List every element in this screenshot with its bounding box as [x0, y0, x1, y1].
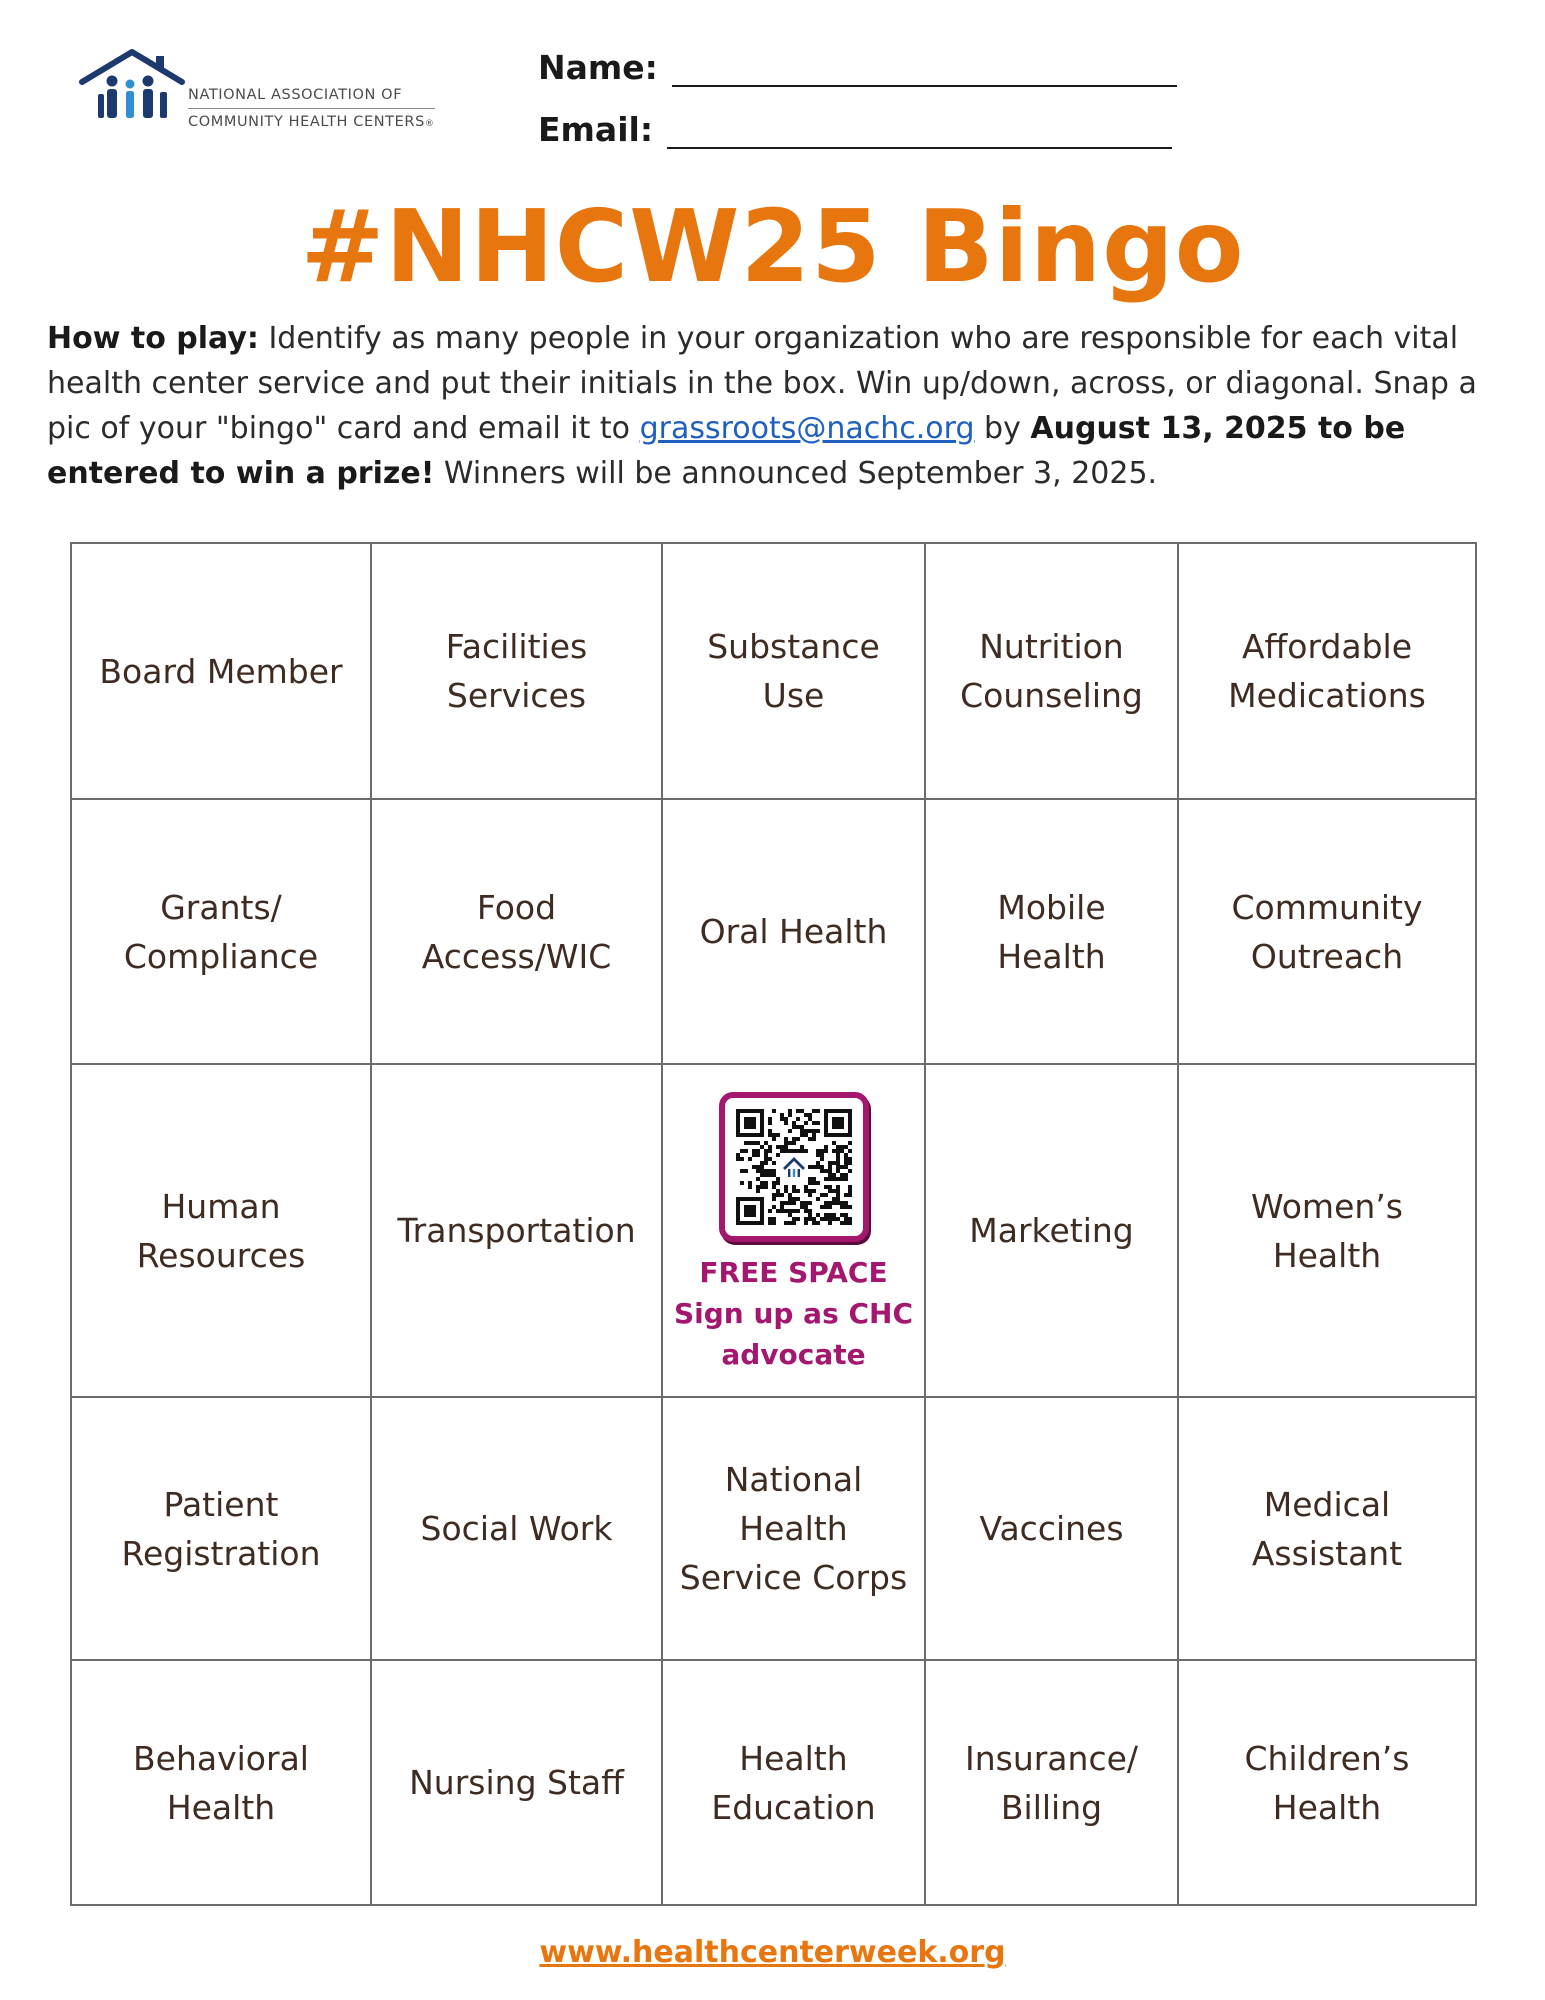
page-title: #NHCW25 Bingo — [300, 188, 1245, 305]
qr-code-graphic — [736, 1109, 852, 1225]
logo-line-1: NATIONAL ASSOCIATION OF — [188, 84, 435, 109]
bingo-cell[interactable] — [72, 1065, 372, 1398]
bingo-cell[interactable] — [1179, 1661, 1475, 1904]
qr-code-icon[interactable] — [719, 1092, 869, 1242]
bingo-cell-label: Substance Use — [707, 627, 880, 715]
instructions-lead: How to play: — [47, 321, 259, 356]
bingo-cell-label: Insurance/ Billing — [964, 1738, 1139, 1827]
bingo-cell[interactable] — [1179, 544, 1475, 800]
bingo-cell-label: Children’s Health — [1244, 1738, 1410, 1827]
email-label: Email: — [538, 110, 654, 149]
bingo-cell[interactable] — [372, 1398, 663, 1661]
bingo-cell[interactable] — [1179, 1065, 1475, 1398]
bingo-cell-label: Women’s Health — [1251, 1186, 1403, 1275]
bingo-cell[interactable] — [663, 800, 926, 1065]
bingo-cell-label: Behavioral Health — [133, 1738, 309, 1827]
instructions-deadline: August 13, 2025 to be entered to win a prize! — [47, 411, 1406, 491]
bingo-cell-label: Patient Registration — [121, 1484, 321, 1573]
logo-wordmark — [188, 84, 435, 135]
bingo-cell-label: Human Resources — [136, 1186, 306, 1275]
instructions-text-3: Winners will be announced September 3, 2025. — [434, 456, 1158, 491]
bingo-cell-label: Vaccines — [979, 1509, 1124, 1548]
bingo-cell[interactable] — [72, 1661, 372, 1904]
footer-url-link[interactable]: www.healthcenterweek.org — [539, 1935, 1006, 1970]
bingo-cell-label: Marketing — [969, 1211, 1134, 1250]
bingo-cell[interactable] — [663, 1398, 926, 1661]
bingo-cell-label: Food Access/WIC — [421, 887, 612, 976]
bingo-cell[interactable] — [926, 800, 1179, 1065]
bingo-cell-label: Community Outreach — [1231, 887, 1423, 976]
bingo-cell[interactable] — [926, 1398, 1179, 1661]
email-link[interactable]: grassroots@nachc.org — [639, 411, 975, 446]
bingo-cell[interactable] — [926, 1661, 1179, 1904]
bingo-cell-label: Affordable Medications — [1228, 627, 1426, 715]
bingo-cell-label: Board Member — [99, 651, 343, 691]
bingo-cell[interactable] — [72, 544, 372, 800]
instructions-text-2: by — [974, 411, 1031, 446]
bingo-grid — [70, 542, 1477, 1906]
instructions-text-1: Identify as many people in your organization who are responsible for each vital health center service and put their initials in the box. Win up/down, across, or diagonal. Snap a pic of your "bingo" card and email it to — [47, 321, 1477, 446]
bingo-cell[interactable] — [1179, 1398, 1475, 1661]
bingo-cell-label: National Health Service Corps — [679, 1460, 908, 1597]
bingo-cell-label: Oral Health — [699, 912, 888, 951]
free-space-label: FREE SPACE Sign up as CHC advocate — [673, 1256, 914, 1371]
bingo-cell-label: Transportation — [397, 1211, 636, 1250]
bingo-cell[interactable] — [72, 1398, 372, 1661]
logo-line-2 — [188, 109, 435, 135]
email-blank-line[interactable] — [667, 117, 1172, 149]
bingo-cell[interactable] — [1179, 800, 1475, 1065]
bingo-cell[interactable] — [72, 800, 372, 1065]
registered-mark: ® — [424, 119, 435, 129]
bingo-cell[interactable] — [372, 1661, 663, 1904]
bingo-cell[interactable] — [372, 1065, 663, 1398]
bingo-cell-label: Health Education — [711, 1738, 876, 1827]
bingo-cell-label: Grants/ Compliance — [123, 887, 319, 976]
name-blank-line[interactable] — [672, 55, 1177, 87]
bingo-cell-label: Nursing Staff — [409, 1763, 624, 1802]
bingo-cell-label: Social Work — [420, 1509, 613, 1548]
bingo-cell[interactable] — [926, 544, 1179, 800]
nachc-logo — [76, 48, 476, 138]
bingo-cell-label: Facilities Services — [445, 627, 588, 715]
bingo-cell-free-space[interactable] — [663, 1065, 926, 1398]
instructions — [47, 316, 1507, 496]
bingo-cell[interactable] — [663, 1661, 926, 1904]
logo-line-2-text: COMMUNITY HEALTH CENTERS — [188, 114, 425, 130]
bingo-cell-label: Mobile Health — [997, 887, 1106, 976]
bingo-cell[interactable] — [372, 544, 663, 800]
email-field[interactable] — [538, 110, 1172, 149]
bingo-cell-label: Nutrition Counseling — [960, 627, 1143, 715]
name-label: Name: — [538, 48, 658, 87]
bingo-cell[interactable] — [663, 544, 926, 800]
bingo-cell[interactable] — [926, 1065, 1179, 1398]
bingo-cell[interactable] — [372, 800, 663, 1065]
house-people-icon — [76, 48, 188, 118]
name-field[interactable] — [538, 48, 1177, 87]
bingo-cell-label: Medical Assistant — [1251, 1484, 1403, 1573]
